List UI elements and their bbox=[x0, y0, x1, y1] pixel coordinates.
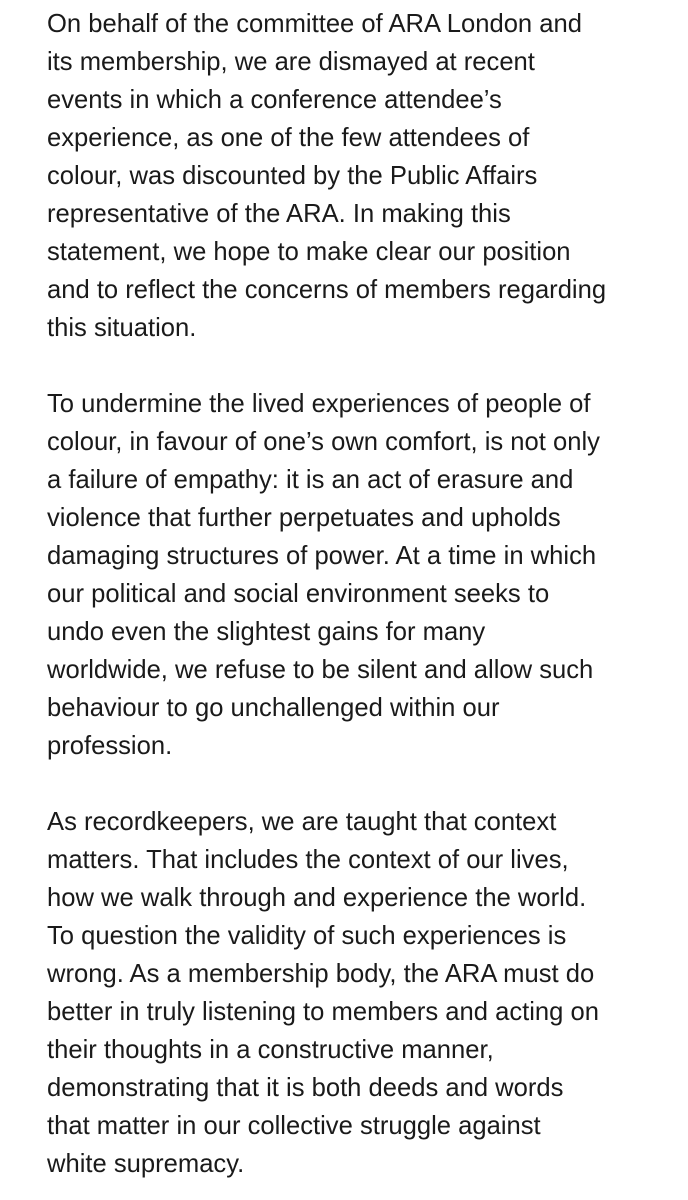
text-line: how we walk through and experience the world. bbox=[47, 884, 587, 912]
text-line: our political and social environment seeks to bbox=[47, 580, 550, 608]
text-line: worldwide, we refuse to be silent and allow such bbox=[47, 656, 594, 684]
text-line: representative of the ARA. In making this bbox=[47, 200, 511, 228]
text-line: As recordkeepers, we are taught that context bbox=[47, 808, 557, 836]
text-line: events in which a conference attendee’s bbox=[47, 86, 502, 114]
text-line: On behalf of the committee of ARA London and bbox=[47, 10, 582, 38]
text-line: and to reflect the concerns of members regarding bbox=[47, 276, 607, 304]
text-line: statement, we hope to make clear our position bbox=[47, 238, 571, 266]
text-line: white supremacy. bbox=[47, 1150, 245, 1178]
text-line: violence that further perpetuates and upholds bbox=[47, 504, 561, 532]
text-line: that matter in our collective struggle against bbox=[47, 1112, 541, 1140]
text-line: matters. That includes the context of our lives, bbox=[47, 846, 569, 874]
text-line: colour, in favour of one’s own comfort, is not only bbox=[47, 428, 600, 456]
text-line: experience, as one of the few attendees of bbox=[47, 124, 530, 152]
text-line: wrong. As a membership body, the ARA must do bbox=[47, 960, 595, 988]
text-line: demonstrating that it is both deeds and words bbox=[47, 1074, 564, 1102]
text-line: To undermine the lived experiences of people of bbox=[47, 390, 591, 418]
paragraph-2 bbox=[47, 385, 664, 765]
text-line: behaviour to go unchallenged within our bbox=[47, 694, 500, 722]
text-line: profession. bbox=[47, 732, 173, 760]
text-line: undo even the slightest gains for many bbox=[47, 618, 486, 646]
paragraph-1 bbox=[47, 5, 664, 347]
text-line: a failure of empathy: it is an act of erasure and bbox=[47, 466, 574, 494]
text-line: this situation. bbox=[47, 314, 197, 342]
text-line: its membership, we are dismayed at recent bbox=[47, 48, 535, 76]
text-line: their thoughts in a constructive manner, bbox=[47, 1036, 494, 1064]
statement-body bbox=[47, 5, 664, 1183]
paragraph-3 bbox=[47, 803, 664, 1183]
text-line: colour, was discounted by the Public Affairs bbox=[47, 162, 538, 190]
text-line: better in truly listening to members and acting on bbox=[47, 998, 599, 1026]
text-line: damaging structures of power. At a time in which bbox=[47, 542, 597, 570]
text-line: To question the validity of such experiences is bbox=[47, 922, 567, 950]
